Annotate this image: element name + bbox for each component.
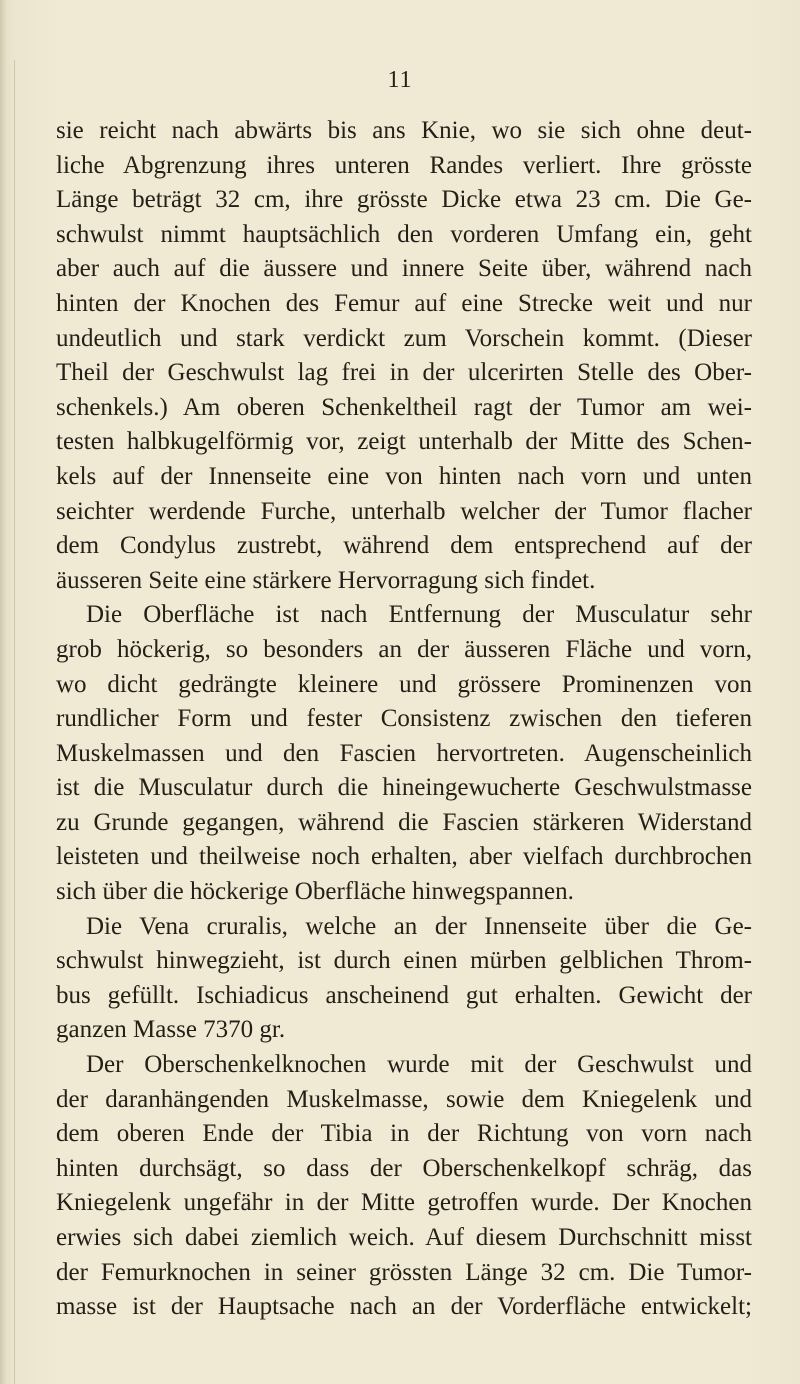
text-line: Die Oberfläche ist nach Entfernung der Musculatur sehr <box>86 601 752 629</box>
text-line: rundlicher Form und fester Consistenz zwischen den tieferen <box>56 705 752 733</box>
text-line: grob höckerig, so besonders an der äusseren Fläche und vorn, <box>56 635 752 663</box>
text-line: der daranhängenden Muskelmasse, sowie dem Kniegelenk und <box>56 1085 752 1113</box>
text-line: zu Grunde gegangen, während die Fascien stärkeren Widerstand <box>56 808 752 836</box>
text-line: wo dicht gedrängte kleinere und grössere Prominenzen von <box>56 670 752 698</box>
text-line: dem oberen Ende der Tibia in der Richtung von vorn nach <box>56 1120 752 1148</box>
text-line: testen halbkugelförmig vor, zeigt unterhalb der Mitte des Schen- <box>56 428 752 456</box>
text-line: dem Condylus zustrebt, während dem entsprechend auf der <box>56 532 752 560</box>
text-line: Theil der Geschwulst lag frei in der ulcerirten Stelle des Ober- <box>56 359 752 387</box>
text-line: erwies sich dabei ziemlich weich. Auf diesem Durchschnitt misst <box>56 1224 752 1251</box>
text-line: schwulst nimmt hauptsächlich den vorderen Umfang ein, geht <box>56 220 752 248</box>
text-line: masse ist der Hauptsache nach an der Vorderfläche entwickelt; <box>56 1293 752 1321</box>
text-line: seichter werdende Furche, unterhalb welcher der Tumor flacher <box>56 497 752 525</box>
text-line: sie reicht nach abwärts bis ans Knie, wo sie sich ohne deut- <box>56 117 752 144</box>
text-line: aber auch auf die äussere und innere Seite über, während nach <box>56 255 752 283</box>
text-line: äusseren Seite eine stärkere Hervorragung sich findet. <box>56 566 596 594</box>
page-number: 11 <box>387 67 413 93</box>
text-line: Muskelmassen und den Fascien hervortreten. Augenscheinlich <box>56 739 752 767</box>
text-line: Länge beträgt 32 cm, ihre grösste Dicke etwa 23 cm. Die Ge- <box>56 186 752 214</box>
text-line: der Femurknochen in seiner grössten Länge 32 cm. Die Tumor- <box>56 1258 752 1286</box>
page-margin-line <box>14 60 15 1384</box>
text-line: bus gefüllt. Ischiadicus anscheinend gut erhalten. Gewicht der <box>56 981 752 1009</box>
text-line: liche Abgrenzung ihres unteren Randes verliert. Ihre grösste <box>56 151 752 179</box>
page-binding-edge <box>0 0 6 1384</box>
text-line: schwulst hinwegzieht, ist durch einen mürben gelblichen Throm- <box>56 947 752 975</box>
text-line: Kniegelenk ungefähr in der Mitte getroffen wurde. Der Knochen <box>56 1189 752 1217</box>
body-text <box>56 114 752 1325</box>
text-line: schenkels.) Am oberen Schenkeltheil ragt der Tumor am wei- <box>56 393 752 421</box>
text-line: leisteten und theilweise noch erhalten, aber vielfach durchbrochen <box>56 843 752 871</box>
text-line: undeutlich und stark verdickt zum Vorschein kommt. (Dieser <box>56 324 752 352</box>
text-line: kels auf der Innenseite eine von hinten nach vorn und unten <box>56 462 752 490</box>
text-line: Die Vena cruralis, welche an der Innenseite über die Ge- <box>86 912 752 940</box>
text-line: Der Oberschenkelknochen wurde mit der Geschwulst und <box>86 1051 752 1079</box>
text-line: hinten der Knochen des Femur auf eine Strecke weit und nur <box>56 289 752 317</box>
text-line: sich über die höckerige Oberfläche hinwegspannen. <box>56 878 574 906</box>
text-line: hinten durchsägt, so dass der Oberschenkelkopf schräg, das <box>56 1154 752 1182</box>
text-line: ist die Musculatur durch die hineingewucherte Geschwulstmasse <box>56 774 752 802</box>
text-line: ganzen Masse 7370 gr. <box>56 1016 286 1044</box>
